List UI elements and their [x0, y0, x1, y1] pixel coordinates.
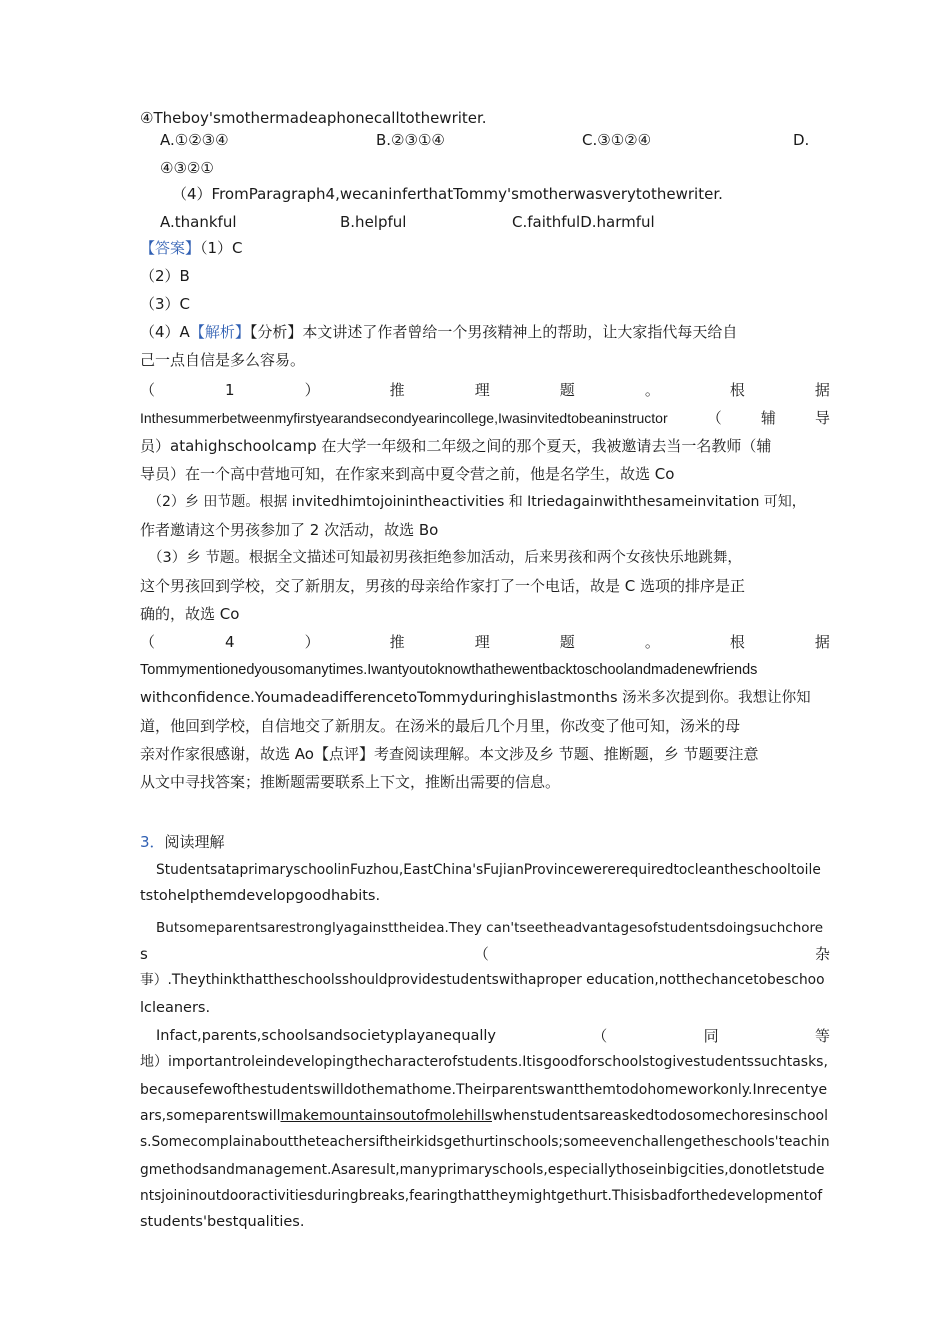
analysis-text: 【分析】本文讲述了作者曾给一个男孩精神上的帮助，让大家指代每天给自 [249, 323, 738, 341]
section-3-title [140, 832, 225, 852]
explanation-1-line-2 [140, 408, 830, 428]
token: 题 [559, 381, 575, 399]
explanation-1-line-3: 员）atahighschoolcamp 在大学一年级和二年级之间的那个夏天，我被邀请去当一名教师（辅 [140, 437, 772, 455]
token: 据 [814, 381, 830, 399]
explanation-3-line-1: （3）乡 节题。根据全文描述可知最初男孩拒绝参加活动，后来男孩和两个女孩快乐地跳舞， [148, 550, 742, 566]
answer-1: （1）C [200, 239, 243, 257]
token: 根 [729, 633, 745, 651]
answer-2: （2）B [140, 267, 190, 285]
explanation-4-line-6: 从文中寻找答案；推断题需要联系上下文，推断出需要的信息。 [140, 773, 561, 791]
token: ） [304, 633, 320, 651]
choice-b: B.②③①④ [376, 131, 445, 149]
token: 。 [644, 381, 660, 399]
analysis-text-cont: 己一点自信是多么容易。 [140, 351, 306, 369]
para-3-line-4 [140, 1106, 828, 1126]
explanation-3-line-2: 这个男孩回到学校，交了新朋友，男孩的母亲给作家打了一个电话，故是 C 选项的排序是正 [140, 577, 746, 595]
underlined-idiom: makemountainsoutofmolehills [280, 1108, 492, 1124]
token: s [140, 945, 148, 963]
token: 理 [474, 633, 490, 651]
answer-3: （3）C [140, 295, 191, 313]
token: （ [473, 945, 489, 963]
token: 1 [225, 381, 235, 399]
token: （ [140, 381, 156, 399]
para-3-line-2: 地）importantroleindevelopingthecharacterofstudents.Itisgoodforschoolstogivestudentssuchtasks, [140, 1054, 828, 1070]
answer-4: （4）A [140, 323, 190, 341]
token: 根 [729, 381, 745, 399]
para-1-line-2: tstohelpthemdevelopgoodhabits. [140, 888, 381, 904]
para-3-line-5: s.Somecomplainabouttheteachersiftheirkidsgethurtinschools;someevenchallengetheschools'teachin [140, 1134, 830, 1150]
choice-c: C.③①②④ [582, 131, 652, 149]
token: 推 [389, 633, 405, 651]
token: ） [304, 381, 320, 399]
para-2-line-1: Butsomeparentsarestronglyagainsttheidea.They can'tseetheadvantagesofstudentsdoingsuchchore [156, 920, 824, 936]
text: ars,someparentswill [140, 1108, 281, 1124]
q4-choice-c-d: C.faithfulD.harmful [512, 213, 655, 231]
explanation-2-line-2: 作者邀请这个男孩参加了 2 次活动，故选 Bo [140, 521, 439, 539]
token: 4 [225, 633, 235, 651]
explanation-4-line-2: Tommymentionedyousomanytimes.Iwantyoutoknowthathewentbacktoschoolandmadenewfriends [140, 662, 758, 678]
token: 同 [703, 1027, 719, 1045]
token: （ [706, 409, 722, 427]
para-3-line-7: ntsjoininoutdooractivitiesduringbreaks,fearingthattheymightgethurt.Thisisbadforthedevelopmentof [140, 1188, 823, 1204]
q4-choice-a: A.thankful [160, 213, 237, 231]
evidence-text: Inthesummerbetweenmyfirstyearandsecondyearincollege,Iwasinvitedtobeaninstructor [140, 410, 668, 426]
q4-choice-b: B.helpful [340, 213, 407, 231]
para-2-line-2 [140, 944, 830, 964]
token: 导 [814, 409, 830, 427]
token: Infact,parents,schoolsandsocietyplayanequally [156, 1028, 496, 1044]
explanation-4-line-5: 亲对作家很感谢，故选 Ao【点评】考查阅读理解。本文涉及乡 节题、推断题，乡 节题要注意 [140, 745, 759, 763]
token: 据 [814, 633, 830, 651]
choice-a: A.①②③④ [160, 131, 229, 149]
token: （ [592, 1027, 608, 1045]
question-4-stem: （4）FromParagraph4,wecaninferthatTommy'smotherwasverytothewriter. [172, 185, 723, 203]
explanation-2-line-1: （2）乡 田节题。根据 invitedhimtojoinintheactivities 和 Itriedagainwiththesameinvitation 可知， [148, 494, 806, 510]
explanation-4-heading [140, 632, 830, 652]
para-3-line-1 [156, 1026, 830, 1046]
token: 理 [474, 381, 490, 399]
explanation-3-line-3: 确的，故选 Co [140, 605, 240, 623]
text: whenstudentsareaskedtodosomechoresinschool [491, 1108, 828, 1124]
para-1-line-1: StudentsataprimaryschoolinFuzhou,EastChina'sFujianProvincewererequiredtocleantheschooltoile [156, 862, 821, 878]
answer-4-line [140, 322, 737, 342]
explanation-4-line-3: withconfidence.YoumadeadifferencetoTommyduringhislastmonths 汤米多次提到你。我想让你知 [140, 690, 811, 706]
explanation-4-line-4: 道，他回到学校，自信地交了新朋友。在汤米的最后几个月里，你改变了他可知，汤米的母 [140, 717, 741, 735]
answer-line-1 [140, 238, 243, 258]
analysis-tag: 【解析】 [189, 323, 250, 341]
token: 。 [644, 633, 660, 651]
option-4-text: ④Theboy'smothermadeaphonecalltothewriter. [140, 109, 487, 127]
token: 推 [389, 381, 405, 399]
para-2-line-4: lcleaners. [140, 1000, 211, 1016]
token: （ [140, 633, 156, 651]
explanation-1-line-4: 导员）在一个高中营地可知，在作家来到高中夏令营之前，他是名学生，故选 Co [140, 465, 675, 483]
token: 等 [814, 1027, 830, 1045]
para-3-line-6: gmethodsandmanagement.Asaresult,manyprimaryschools,especiallythoseinbigcities,donotletstude [140, 1162, 825, 1178]
choice-d-label: D. [793, 131, 810, 149]
token: 题 [559, 633, 575, 651]
section-title: 阅读理解 [164, 833, 225, 851]
para-2-line-3: 事）.Theythinkthattheschoolsshouldprovidestudentswithaproper education,notthechancetobeschoo [140, 972, 825, 988]
token: 辅 [760, 409, 776, 427]
para-3-line-8: students'bestqualities. [140, 1214, 305, 1230]
section-number: 3． [140, 833, 165, 851]
token: 杂 [814, 945, 830, 963]
explanation-1-heading [140, 380, 830, 400]
choice-d-value: ④③②① [160, 159, 214, 177]
answer-tag: 【答案】 [140, 239, 201, 257]
para-3-line-3: becausefewofthestudentswilldothemathome.Theirparentswantthemtodohomeworkonly.Inrecentye [140, 1082, 828, 1098]
